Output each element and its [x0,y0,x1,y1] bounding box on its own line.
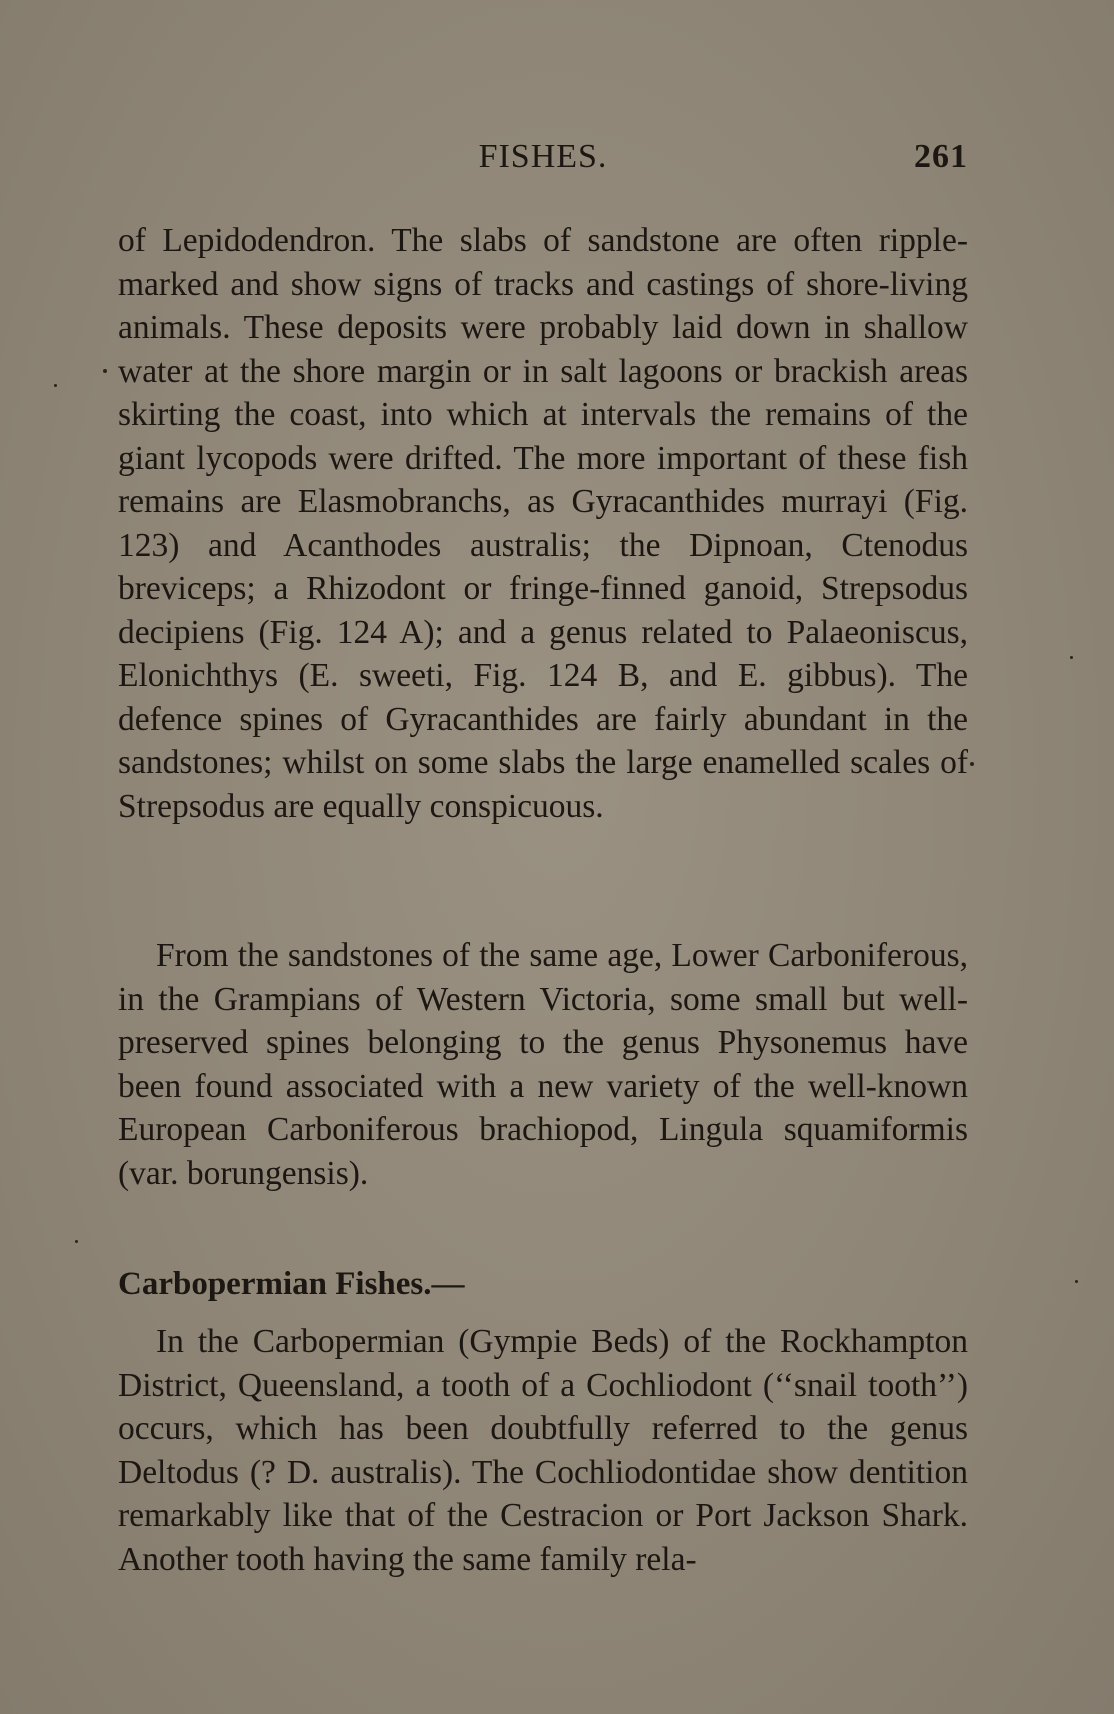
paragraph-grampians [118,934,968,1195]
paragraph-text: In the Carbopermian (Gympie Beds) of the Rockhampton District, Queensland, a tooth of a Cochliodont (‘‘snail tooth’’) occurs, which has been doubtfully referred to the genus Deltodus (? D. australis). The Cochliodontidae show dentition remarkably like that of the Cestracion or Port Jackson Shark. Another tooth having the same family rela- [118,1323,968,1578]
chapter-title: FISHES. [478,138,608,175]
paragraph-carbopermian [118,1320,968,1581]
paper-speck [1070,656,1073,659]
paper-speck [103,369,107,373]
paragraph-text: of Lepidodendron. The slabs of sandstone are often ripple-marked and show signs of tracks and castings of shore-living animals. These deposits were probably laid down in shallow water at the shore margin or in salt lagoons or brackish areas skirting the coast, into which at intervals the remains of the giant lycopods were drifted. The more important of these fish remains are Elasmobranchs, as Gyracanthides murrayi (Fig. 123) and Acanthodes australis; the Dipnoan, Ctenodus breviceps; a Rhizodont or fringe-finned ganoid, Strepsodus decipiens (Fig. 124 A); and a genus related to Palaeoniscus, Elonichthys (E. sweeti, Fig. 124 B, and E. gibbus). The defence spines of Gyracanthides are fairly abundant in the sandstones; whilst on some slabs the large enamelled scales of Strepsodus are equally conspicuous. [118,222,968,825]
section-heading: Carbopermian Fishes.— [118,1266,465,1302]
paper-speck [970,762,974,766]
paper-speck [1075,1280,1078,1283]
paragraph-lower-carboniferous [118,219,968,828]
page-number: 261 [914,138,968,175]
paper-speck [75,1240,78,1243]
paragraph-text: From the sandstones of the same age, Lower Carboniferous, in the Grampians of Western Victoria, some small but well-preserved spines belonging to the genus Physonemus have been found associated with a new variety of the well-known European Carboniferous brachiopod, Lingula squamiformis (var. borungensis). [118,937,968,1192]
running-head [118,138,968,182]
paper-speck [54,384,57,387]
